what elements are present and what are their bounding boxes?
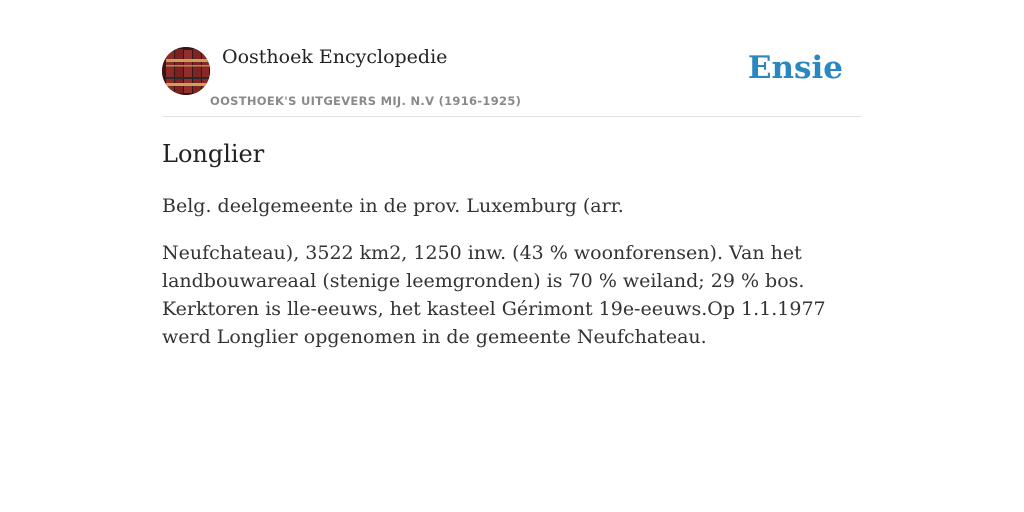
book-spines-graphic [162, 47, 210, 95]
book-header [162, 0, 862, 117]
page-container [162, 0, 862, 348]
book-spines-icon[interactable] [162, 47, 210, 95]
entry-paragraph: Neufchateau), 3522 km2, 1250 inw. (43 % woonforensen). Van het landbouwareaal (stenige leemgronden) is 70 % weiland; 29 % bos. Kerktoren is lle-eeuws, het kasteel Gérimont 19e-eeuws.Op 1.1.1977 werd Longlier opgenomen in de gemeente Neufchateau. [162, 242, 826, 348]
publisher-label: OOSTHOEK'S UITGEVERS MIJ. N.V (1916-1925) [210, 94, 522, 108]
entry-paragraph: Belg. deelgemeente in de prov. Luxemburg (arr. [162, 195, 624, 217]
book-title[interactable]: Oosthoek Encyclopedie [222, 46, 448, 68]
entry-title: Longlier [162, 140, 265, 168]
brand-logo[interactable]: Ensie [747, 50, 843, 86]
